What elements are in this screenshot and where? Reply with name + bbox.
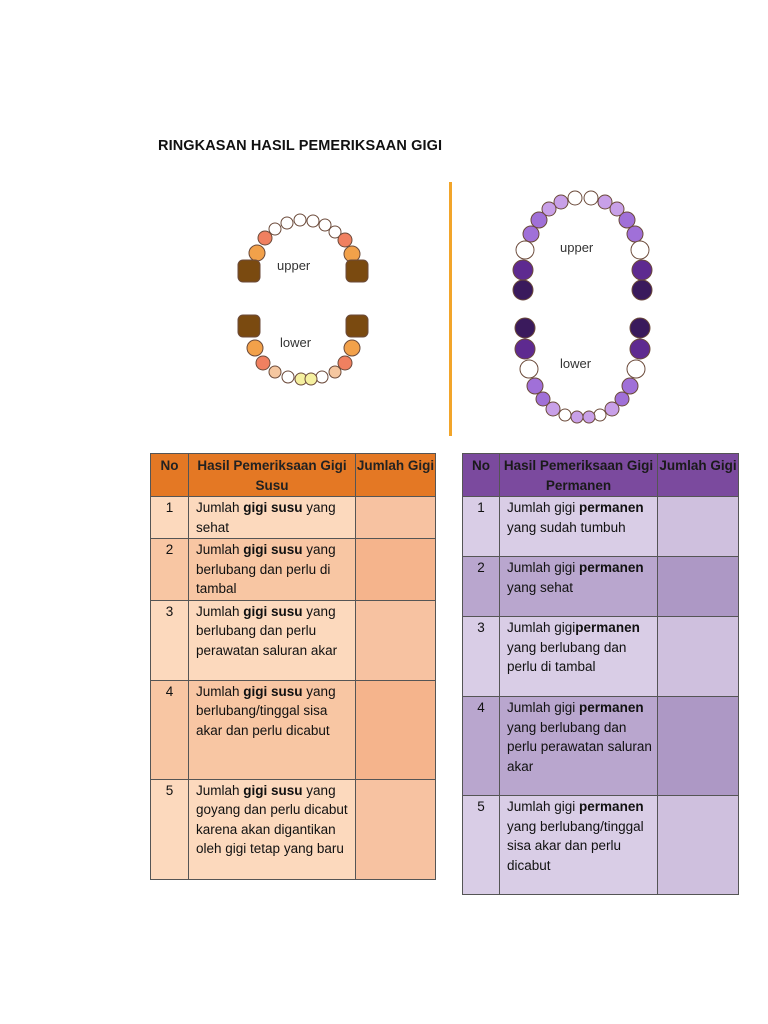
- primary-teeth-diagram: [225, 208, 385, 388]
- tooth-shape: [515, 339, 535, 359]
- tooth-shape: [622, 378, 638, 394]
- primary-teeth-group: [238, 214, 368, 385]
- count-cell[interactable]: [356, 779, 436, 879]
- table-row: [151, 497, 436, 539]
- count-cell[interactable]: [356, 680, 436, 779]
- table-row: [151, 539, 436, 601]
- desc-text: yang sehat: [196, 500, 336, 535]
- row-number: 4: [463, 697, 500, 796]
- count-cell[interactable]: [658, 796, 739, 895]
- count-cell[interactable]: [356, 497, 436, 539]
- tooth-shape: [329, 366, 341, 378]
- header-no: No: [151, 454, 189, 497]
- tooth-shape: [583, 411, 595, 423]
- primary-upper-label: upper: [277, 258, 311, 273]
- row-description: [500, 617, 658, 697]
- permanent-lower-label: lower: [560, 356, 592, 371]
- desc-text: Jumlah: [196, 500, 244, 515]
- row-number: 3: [463, 617, 500, 697]
- row-number: 3: [151, 600, 189, 680]
- permanent-teeth-group: [513, 191, 652, 423]
- desc-text: Jumlah: [196, 542, 244, 557]
- header-no: No: [463, 454, 500, 497]
- table-row: [463, 497, 739, 557]
- tooth-shape: [338, 356, 352, 370]
- desc-bold: gigi susu: [243, 782, 303, 798]
- tooth-shape: [619, 212, 635, 228]
- tooth-shape: [568, 191, 582, 205]
- desc-text: yang sudah tumbuh: [507, 519, 626, 535]
- tooth-shape: [316, 371, 328, 383]
- tooth-shape: [632, 260, 652, 280]
- desc-text: yang berlubang dan perlu perawatan saluran akar: [507, 719, 652, 774]
- desc-text: yang berlubang/tinggal sisa akar dan perlu dicabut: [196, 683, 336, 738]
- tooth-shape: [630, 339, 650, 359]
- desc-text: Jumlah gigi: [507, 560, 580, 575]
- tooth-shape: [346, 260, 368, 282]
- tooth-shape: [513, 260, 533, 280]
- tooth-shape: [531, 212, 547, 228]
- desc-bold: gigi susu: [243, 683, 303, 699]
- tooth-shape: [631, 241, 649, 259]
- tooth-shape: [338, 233, 352, 247]
- desc-bold: permanen: [575, 620, 640, 635]
- desc-text: yang berlubang dan perlu di tambal: [196, 542, 336, 596]
- desc-text: yang sehat: [507, 579, 574, 595]
- tooth-shape: [238, 260, 260, 282]
- row-description: [500, 796, 658, 895]
- tooth-shape: [256, 356, 270, 370]
- desc-bold: gigi susu: [243, 603, 303, 619]
- row-number: 4: [151, 680, 189, 779]
- tooth-shape: [632, 280, 652, 300]
- desc-text: Jumlah: [196, 782, 244, 798]
- permanent-teeth-table: [462, 453, 739, 895]
- desc-text: Jumlah gigi: [507, 500, 580, 515]
- row-number: 1: [151, 497, 189, 539]
- count-cell[interactable]: [658, 497, 739, 557]
- desc-text: yang berlubang dan perlu perawatan saluran akar: [196, 603, 338, 658]
- tooth-shape: [523, 226, 539, 242]
- tooth-shape: [559, 409, 571, 421]
- tooth-shape: [584, 191, 598, 205]
- desc-text: Jumlah: [196, 603, 244, 619]
- table-row: [463, 617, 739, 697]
- row-number: 5: [463, 796, 500, 895]
- tooth-shape: [307, 215, 319, 227]
- tooth-shape: [594, 409, 606, 421]
- tooth-shape: [346, 315, 368, 337]
- tooth-shape: [546, 402, 560, 416]
- tooth-shape: [516, 241, 534, 259]
- tooth-shape: [630, 318, 650, 338]
- desc-bold: gigi susu: [243, 542, 303, 557]
- header-result: Hasil Pemeriksaan Gigi Permanen: [500, 454, 658, 497]
- tooth-shape: [258, 231, 272, 245]
- page-title: RINGKASAN HASIL PEMERIKSAAN GIGI: [158, 138, 443, 154]
- desc-text: Jumlah: [196, 683, 244, 699]
- desc-text: Jumlah gigi: [507, 620, 576, 635]
- desc-text: yang berlubang/tinggal sisa akar dan perlu dicabut: [507, 818, 644, 873]
- table-row: [463, 557, 739, 617]
- desc-bold: permanen: [579, 560, 644, 575]
- tooth-shape: [513, 280, 533, 300]
- tooth-shape: [344, 340, 360, 356]
- table-row: [151, 779, 436, 879]
- row-description: [500, 497, 658, 557]
- row-number: 2: [151, 539, 189, 601]
- row-description: [189, 779, 356, 879]
- desc-text: Jumlah gigi: [507, 700, 580, 715]
- table-row: [151, 680, 436, 779]
- row-description: [189, 680, 356, 779]
- row-description: [500, 557, 658, 617]
- row-description: [500, 697, 658, 796]
- row-number: 2: [463, 557, 500, 617]
- tooth-shape: [269, 223, 281, 235]
- count-cell[interactable]: [658, 697, 739, 796]
- header-result: Hasil Pemeriksaan Gigi Susu: [189, 454, 356, 497]
- desc-text: yang berlubang dan perlu di tambal: [507, 639, 627, 674]
- permanent-upper-label: upper: [560, 240, 594, 255]
- row-number: 5: [151, 779, 189, 879]
- table-row: [463, 796, 739, 895]
- diagram-divider: [449, 182, 452, 436]
- count-cell[interactable]: [356, 600, 436, 680]
- table-row: [463, 697, 739, 796]
- primary-lower-label: lower: [280, 335, 312, 350]
- row-description: [189, 600, 356, 680]
- primary-teeth-table: [150, 453, 436, 880]
- row-number: 1: [463, 497, 500, 557]
- tooth-shape: [238, 315, 260, 337]
- desc-bold: permanen: [579, 500, 644, 515]
- header-count: Jumlah Gigi: [658, 454, 739, 497]
- tooth-shape: [282, 371, 294, 383]
- count-cell[interactable]: [658, 617, 739, 697]
- permanent-teeth-diagram: [503, 186, 663, 428]
- desc-text: yang goyang dan perlu dicabut karena akan digantikan oleh gigi tetap yang baru: [196, 782, 348, 856]
- tooth-shape: [515, 318, 535, 338]
- header-count: Jumlah Gigi: [356, 454, 436, 497]
- tooth-shape: [527, 378, 543, 394]
- tooth-shape: [269, 366, 281, 378]
- desc-bold: gigi susu: [243, 500, 303, 515]
- tooth-shape: [281, 217, 293, 229]
- desc-bold: permanen: [579, 799, 644, 814]
- tooth-shape: [520, 360, 538, 378]
- tooth-shape: [305, 373, 317, 385]
- count-cell[interactable]: [658, 557, 739, 617]
- row-description: [189, 497, 356, 539]
- tooth-shape: [627, 360, 645, 378]
- count-cell[interactable]: [356, 539, 436, 601]
- tooth-shape: [627, 226, 643, 242]
- tooth-shape: [294, 214, 306, 226]
- tooth-shape: [247, 340, 263, 356]
- table-row: [151, 600, 436, 680]
- desc-text: Jumlah gigi: [507, 799, 580, 814]
- row-description: [189, 539, 356, 601]
- tooth-shape: [571, 411, 583, 423]
- desc-bold: permanen: [579, 700, 644, 715]
- tooth-shape: [249, 245, 265, 261]
- tooth-shape: [605, 402, 619, 416]
